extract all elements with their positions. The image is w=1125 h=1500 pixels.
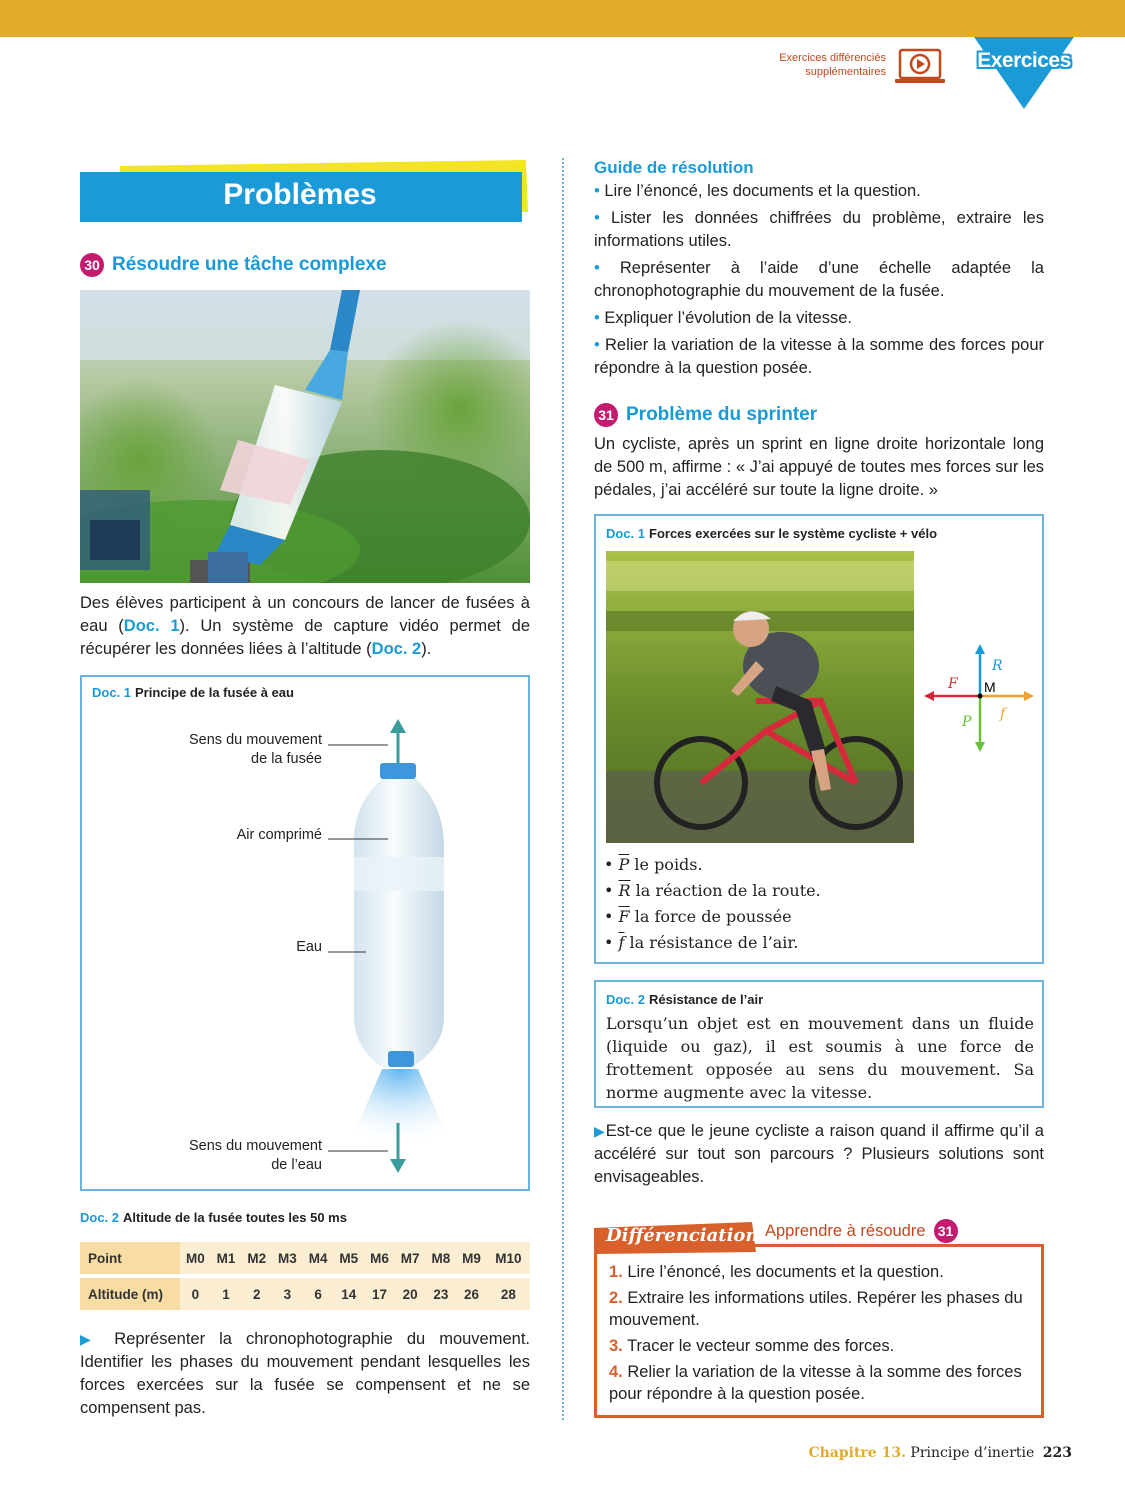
differentiation-step — [609, 1261, 1033, 1283]
bullet-icon: • — [594, 209, 611, 227]
point-cell: M1 — [211, 1242, 242, 1274]
step-number: 4. — [609, 1363, 623, 1381]
intro-text-b: ). Un système de capture vidéo permet de récupérer les données liées à l’altitude ( — [80, 617, 530, 658]
page-number: 223 — [1042, 1445, 1072, 1461]
guide-item-text: Représenter à l’aide d’une échelle adaptée la chronophotographie du mouvement de la fusée. — [594, 259, 1044, 300]
row-header: Point — [80, 1242, 180, 1274]
step-number: 1. — [609, 1263, 623, 1281]
section-tab-marker — [974, 37, 1074, 109]
step-text: Relier la variation de la vitesse à la somme des forces pour répondre à la question posée. — [609, 1363, 1022, 1403]
doc-number: Doc. 2 — [606, 992, 646, 1007]
video-play-icon[interactable] — [894, 48, 950, 86]
step-number: 3. — [609, 1337, 623, 1355]
guide-item — [594, 257, 1044, 303]
guide-item — [594, 334, 1044, 380]
point-M-label: M — [984, 679, 996, 695]
guide-item — [594, 180, 1044, 203]
doc1-reference[interactable]: Doc. 1 — [123, 617, 180, 635]
altitude-cell: 3 — [272, 1278, 303, 1310]
exercise-31-question — [594, 1120, 1044, 1189]
vector-f-label: f — [1000, 706, 1006, 722]
question-text: Représenter la chronophotographie du mouvement. Identifier les phases du mouvement pendant lesquelles les forces exercées sur la fusée se compensent et ne se compensent pas. — [80, 1330, 530, 1417]
doc1-heading — [606, 526, 937, 541]
doc-title: Résistance de l’air — [649, 992, 764, 1007]
chapter-title: Principe d’inertie — [910, 1445, 1035, 1461]
exercise-number-badge: 31 — [934, 1219, 958, 1243]
guide-item-text: Lister les données chiffrées du problème, extraire les informations utiles. — [594, 209, 1044, 250]
triangle-bullet-icon: ▶ — [80, 1331, 101, 1347]
label-water: Eau — [296, 939, 322, 955]
column-separator — [562, 158, 564, 1420]
extra-line2: supplémentaires — [805, 66, 886, 78]
differentiation-list — [609, 1261, 1033, 1409]
exercise-30-intro — [80, 592, 530, 661]
legend-item: • $\overline{R}$ la réaction de la route. — [604, 881, 821, 900]
doc2-body: Lorsqu’un objet est en mouvement dans un fluide (liquide ou gaz), il est soumis à une force de frottement opposée au sens du mouvement. Sa norme augmente avec la vitesse. — [606, 1014, 1034, 1102]
label-water-motion — [122, 1137, 322, 1175]
exercise-title: Problème du sprinter — [626, 404, 818, 425]
question-text: Est-ce que le jeune cycliste a raison quand il affirme qu’il a accéléré sur tout son parcours ? Plusieurs solutions sont envisageables. — [594, 1122, 1044, 1186]
point-cell: M0 — [180, 1242, 211, 1274]
label-compressed-air: Air comprimé — [236, 827, 322, 843]
resolution-guide — [594, 158, 1044, 384]
altitude-cell: 1 — [211, 1278, 242, 1310]
cyclist-photo — [606, 551, 914, 843]
doc-number: Doc. 2 — [80, 1210, 120, 1225]
altitude-cell: 23 — [426, 1278, 457, 1310]
guide-list — [594, 180, 1044, 380]
step-text: Tracer le vecteur somme des forces. — [627, 1337, 895, 1355]
label-line: Sens du mouvement — [189, 1138, 322, 1154]
point-cell: M6 — [364, 1242, 395, 1274]
guide-item-text: Relier la variation de la vitesse à la somme des forces pour répondre à la question posée. — [594, 336, 1044, 377]
vector-symbol: $\overline{F}$ — [618, 907, 630, 926]
legend-item: • $\overline{f}$ la résistance de l’air. — [604, 933, 799, 952]
point-cell: M7 — [395, 1242, 426, 1274]
exercise-number-badge: 30 — [80, 253, 104, 277]
altitude-cell: 6 — [303, 1278, 334, 1310]
intro-text-a: Des élèves participent à un concours de lancer de fusées à eau ( — [80, 594, 530, 635]
table-row-points — [80, 1242, 530, 1274]
step-text: Lire l’énoncé, les documents et la question. — [627, 1263, 944, 1281]
altitude-cell: 17 — [364, 1278, 395, 1310]
step-number: 2. — [609, 1289, 623, 1307]
legend-text: la réaction de la route. — [635, 881, 821, 900]
doc-number: Doc. 1 — [92, 685, 132, 700]
point-cell: M9 — [456, 1242, 487, 1274]
altitude-cell: 20 — [395, 1278, 426, 1310]
guide-item — [594, 307, 1044, 330]
doc1-rocket-principle — [80, 675, 530, 1191]
exercise-31-heading — [594, 403, 817, 427]
exercise-31-intro: Un cycliste, après un sprint en ligne droite horizontale long de 500 m, affirme : « J’ai appuyé de toutes mes forces sur les pédales, j’ai accéléré sur toute la ligne droite. » — [594, 435, 1045, 499]
point-cell: M2 — [241, 1242, 272, 1274]
doc2-air-resistance — [594, 980, 1044, 1108]
vector-R-label: R — [992, 658, 1003, 674]
legend-text: la résistance de l’air. — [629, 933, 799, 952]
altitude-cell: 0 — [180, 1278, 211, 1310]
point-cell: M10 — [487, 1242, 530, 1274]
forces-diagram — [920, 640, 1040, 760]
altitude-cell: 26 — [456, 1278, 487, 1310]
doc2-heading — [80, 1210, 347, 1225]
legend-text: le poids. — [634, 855, 703, 874]
differentiation-step — [609, 1335, 1033, 1357]
guide-item-text: Expliquer l’évolution de la vitesse. — [604, 309, 853, 327]
table-row-altitude — [80, 1278, 530, 1310]
doc-number: Doc. 1 — [606, 526, 646, 541]
section-tab-label: Exercices — [977, 49, 1071, 72]
page-footer — [700, 1445, 1072, 1461]
legend-text: la force de poussée — [634, 907, 792, 926]
top-color-bar — [0, 0, 1125, 37]
label-rocket-motion — [122, 731, 322, 769]
altitude-table — [80, 1238, 530, 1314]
guide-title: Guide de résolution — [594, 158, 754, 177]
altitude-cell: 2 — [241, 1278, 272, 1310]
banner-title: Problèmes — [223, 178, 377, 211]
label-line: de l’eau — [271, 1157, 322, 1173]
doc-title: Principe de la fusée à eau — [135, 685, 294, 700]
water-rocket-photo — [80, 290, 530, 583]
differentiation-title: Différenciation — [606, 1225, 759, 1246]
bullet-icon: • — [594, 336, 606, 354]
legend-item: • $\overline{P}$ le poids. — [604, 855, 703, 874]
doc-title: Forces exercées sur le système cycliste + vélo — [649, 526, 938, 541]
differentiation-step — [609, 1287, 1033, 1331]
legend-item: • $\overline{F}$ la force de poussée — [604, 907, 792, 926]
vector-P-label: P — [962, 714, 972, 730]
bullet-icon: • — [594, 309, 605, 327]
point-cell: M4 — [303, 1242, 334, 1274]
triangle-bullet-icon: ▶ — [594, 1123, 606, 1139]
altitude-cell: 14 — [333, 1278, 364, 1310]
exercise-title: Résoudre une tâche complexe — [112, 254, 387, 275]
vector-F-label: F — [948, 676, 958, 692]
vector-symbol: $\overline{f}$ — [618, 933, 625, 952]
step-text: Extraire les informations utiles. Repérer les phases du mouvement. — [609, 1289, 1023, 1329]
bullet-icon: • — [594, 182, 605, 200]
vector-symbol: $\overline{R}$ — [618, 881, 631, 900]
point-cell: M8 — [426, 1242, 457, 1274]
guide-item-text: Lire l’énoncé, les documents et la question. — [604, 182, 921, 200]
learn-to-solve-label: Apprendre à résoudre — [765, 1221, 926, 1240]
extra-exercises-link[interactable] — [700, 51, 886, 79]
row-header: Altitude (m) — [80, 1278, 180, 1310]
label-line: de la fusée — [251, 751, 322, 767]
doc-title: Altitude de la fusée toutes les 50 ms — [123, 1210, 347, 1225]
extra-line1: Exercices différenciés — [779, 52, 886, 64]
vector-symbol: $\overline{P}$ — [618, 855, 630, 874]
learn-to-solve-link[interactable] — [765, 1219, 958, 1243]
exercise-number-badge: 31 — [594, 403, 618, 427]
exercise-30-heading — [80, 253, 387, 277]
differentiation-step — [609, 1361, 1033, 1405]
chapter-label: Chapitre 13. — [808, 1445, 906, 1461]
point-cell: M3 — [272, 1242, 303, 1274]
bullet-icon: • — [594, 259, 620, 277]
exercise-30-question — [80, 1328, 530, 1420]
doc2-reference[interactable]: Doc. 2 — [371, 640, 422, 658]
altitude-cell: 28 — [487, 1278, 530, 1310]
doc2-heading — [606, 992, 763, 1007]
differentiation-box — [594, 1244, 1044, 1418]
intro-text-c: ). — [421, 640, 432, 658]
label-line: Sens du mouvement — [189, 732, 322, 748]
guide-item — [594, 207, 1044, 253]
forces-legend — [604, 852, 1024, 956]
point-cell: M5 — [333, 1242, 364, 1274]
